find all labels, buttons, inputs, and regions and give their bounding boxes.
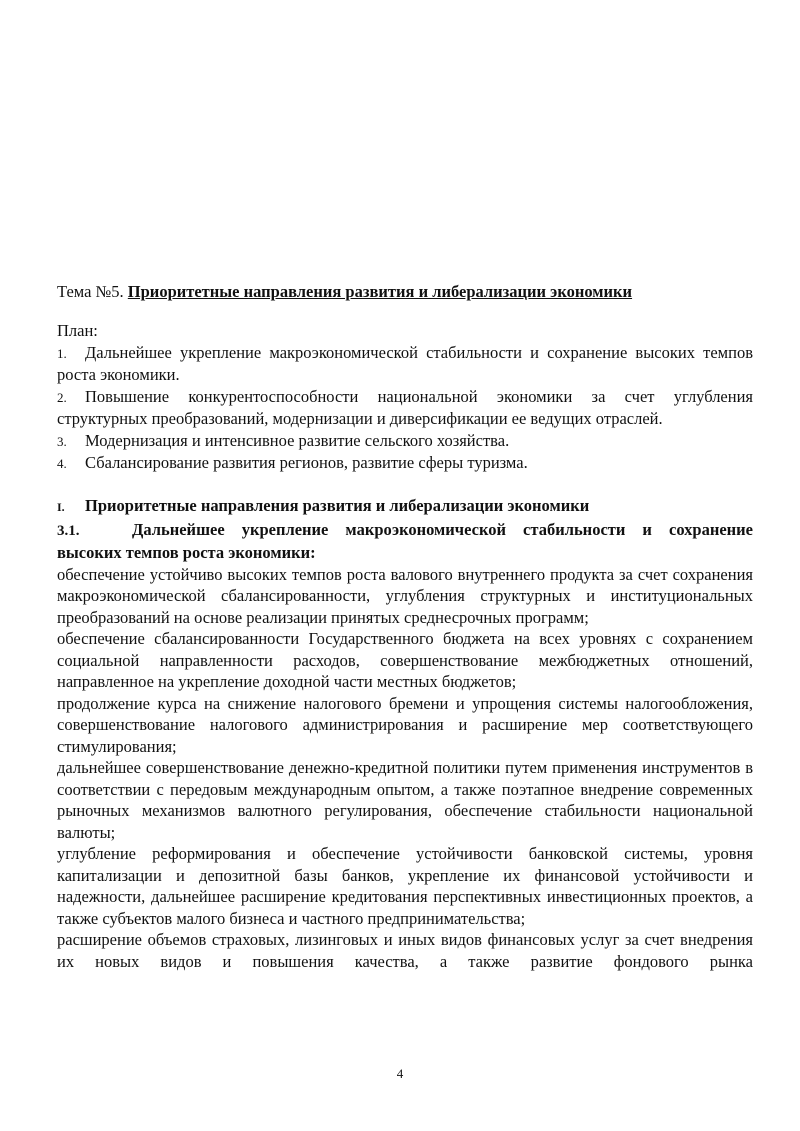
topic-title [57,282,632,302]
plan-item-number: 2. [57,389,67,405]
page-number: 4 [396,1066,404,1081]
plan-item-text: Дальнейшее укрепление макроэкономической стабильности и сохранение высоких темпов роста экономики. [57,342,753,384]
plan-item [57,430,753,453]
plan-item [57,452,753,475]
section-body [57,495,753,972]
body-paragraph: обеспечение сбалансированности Государственного бюджета на всех уровнях с сохранением социальной направленности расходов, совершенствование межбюджетных отношений, направленное на укрепление доходной части местных бюджетов; [57,629,753,691]
body-paragraph: продолжение курса на снижение налогового бремени и упрощения системы налогообложения, совершенствование налогового администрирования и расширение мер соответствующего стимулирования; [57,693,753,756]
section-heading [57,495,753,519]
body-paragraph: дальнейшее совершенствование денежно-кредитной политики путем применения инструментов в соответствии с передовым международным опытом, а также поэтапное внедрение современных рыночных механизмов валютного регулирования, обеспечение стабильности национальной валюты; [57,758,753,842]
body-paragraph: обеспечение устойчиво высоких темпов роста валового внутреннего продукта за счет сохранения макроэкономической сбалансированности, углубления структурных и институциональных преобразований на основе реализации принятых среднесрочных программ; [57,564,753,627]
plan-item-number: 3. [57,433,67,449]
plan-item [57,342,753,386]
subsection-heading [57,519,753,564]
plan-heading: План: [57,321,98,340]
section-number: I. [57,500,65,514]
section-heading-text: Приоритетные направления развития и либерализации экономики [85,496,590,515]
plan-item-text: Сбалансирование развития регионов, развитие сферы туризма. [85,453,528,472]
plan-item-number: 1. [57,345,67,361]
plan-item-text: Повышение конкурентоспособности национальной экономики за счет углубления структурных преобразований, модернизации и диверсификации ее ведущих отраслей. [57,386,753,428]
topic-title-prefix: Тема №5. [57,282,128,301]
plan-item-text: Модернизация и интенсивное развитие сельского хозяйства. [85,430,510,450]
topic-title-main: Приоритетные направления развития и либерализации экономики [127,282,633,301]
plan-block [57,320,753,475]
plan-item [57,386,753,430]
plan-item-number: 4. [57,456,67,471]
subsection-number: 3.1. [57,522,80,539]
plan-list [57,342,753,475]
body-paragraph: расширение объемов страховых, лизинговых и иных видов финансовых услуг за счет внедрения их новых видов и повышения качества, а также развитие фондового рынка [57,930,753,971]
subsection-heading-text: Дальнейшее укрепление макроэкономической стабильности и сохранение высоких темпов роста экономики: [57,519,753,562]
body-paragraph: углубление реформирования и обеспечение устойчивости банковской системы, уровня капитализации и депозитной базы банков, укрепление их финансовой устойчивости и надежности, дальнейшее расширение кредитования перспективных инвестиционных проектов, а также субъектов малого бизнеса и частного предпринимательства; [57,844,753,928]
